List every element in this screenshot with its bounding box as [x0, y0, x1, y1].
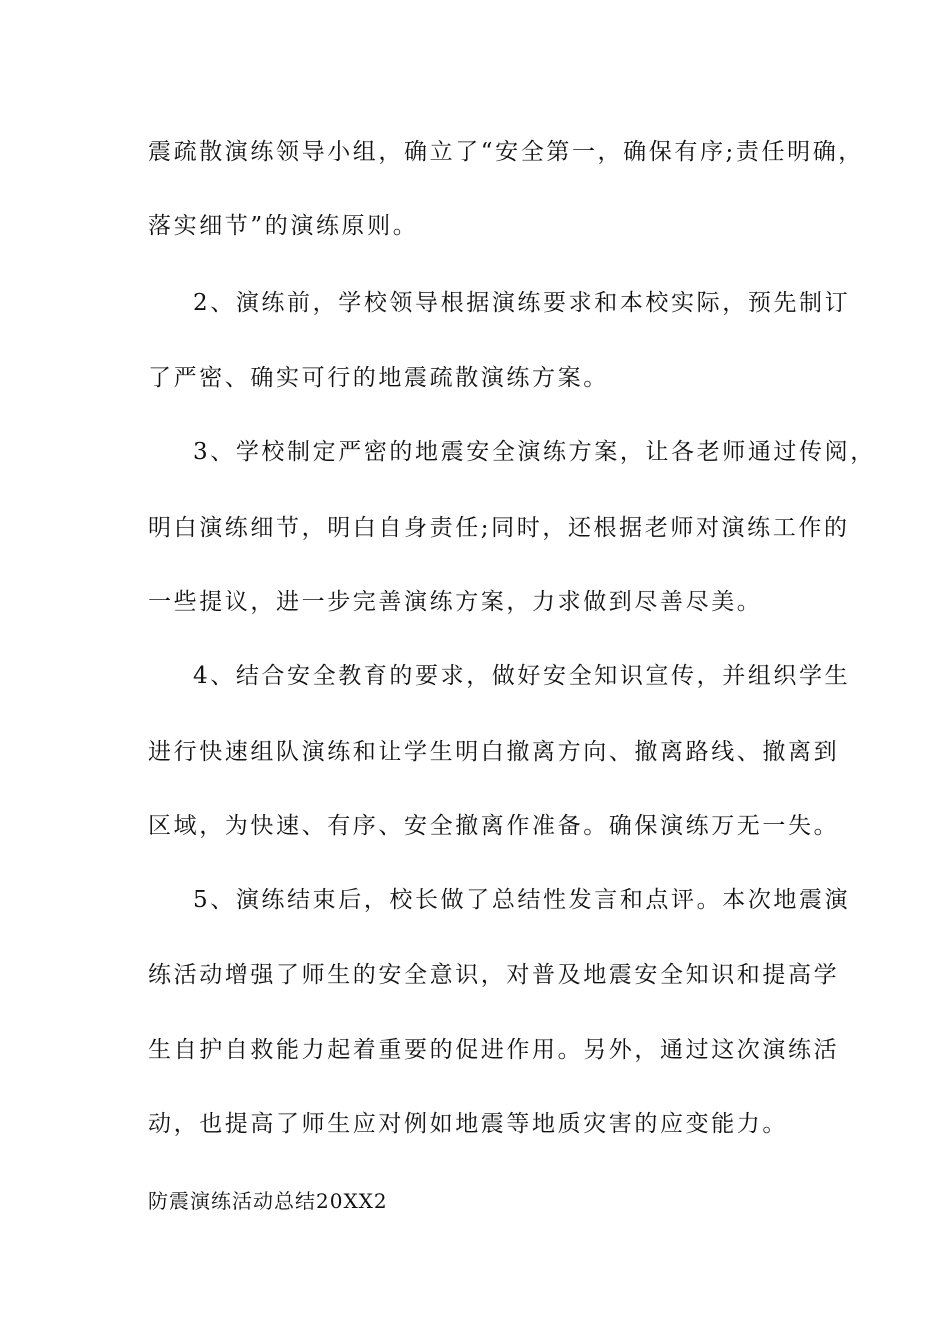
paragraph-2-line-1: 2、演练前，学校领导根据演练要求和本校实际，预先制订 — [193, 290, 851, 316]
paragraph-3-line-2: 明白演练细节，明白自身责任;同时，还根据老师对演练工作的 — [148, 515, 850, 541]
paragraph-5-line-4: 动，也提高了师生应对例如地震等地质灾害的应变能力。 — [148, 1111, 788, 1137]
paragraph-4-line-3: 区域，为快速、有序、安全撤离作准备。确保演练万无一失。 — [148, 813, 840, 839]
paragraph-5-line-2: 练活动增强了师生的安全意识，对普及地震安全知识和提高学 — [148, 962, 840, 988]
paragraph-3-line-1: 3、学校制定严密的地震安全演练方案，让各老师通过传阅， — [193, 439, 876, 465]
paragraph-4-line-2: 进行快速组队演练和让学生明白撤离方向、撤离路线、撤离到 — [148, 739, 840, 765]
paragraph-1-line-1: 震疏散演练领导小组，确立了“安全第一，确保有序;责任明确， — [148, 139, 864, 165]
paragraph-5-line-3: 生自护自救能力起着重要的促进作用。另外，通过这次演练活 — [148, 1037, 840, 1063]
paragraph-2-line-2: 了严密、确实可行的地震疏散演练方案。 — [148, 365, 609, 391]
paragraph-5-line-1: 5、演练结束后，校长做了总结性发言和点评。本次地震演 — [193, 887, 851, 913]
paragraph-1-line-2: 落实细节”的演练原则。 — [148, 213, 419, 239]
section-heading: 防震演练活动总结20XX2 — [148, 1189, 388, 1213]
paragraph-4-line-1: 4、结合安全教育的要求，做好安全知识宣传，并组织学生 — [193, 663, 851, 689]
paragraph-3-line-3: 一些提议，进一步完善演练方案，力求做到尽善尽美。 — [148, 589, 763, 615]
